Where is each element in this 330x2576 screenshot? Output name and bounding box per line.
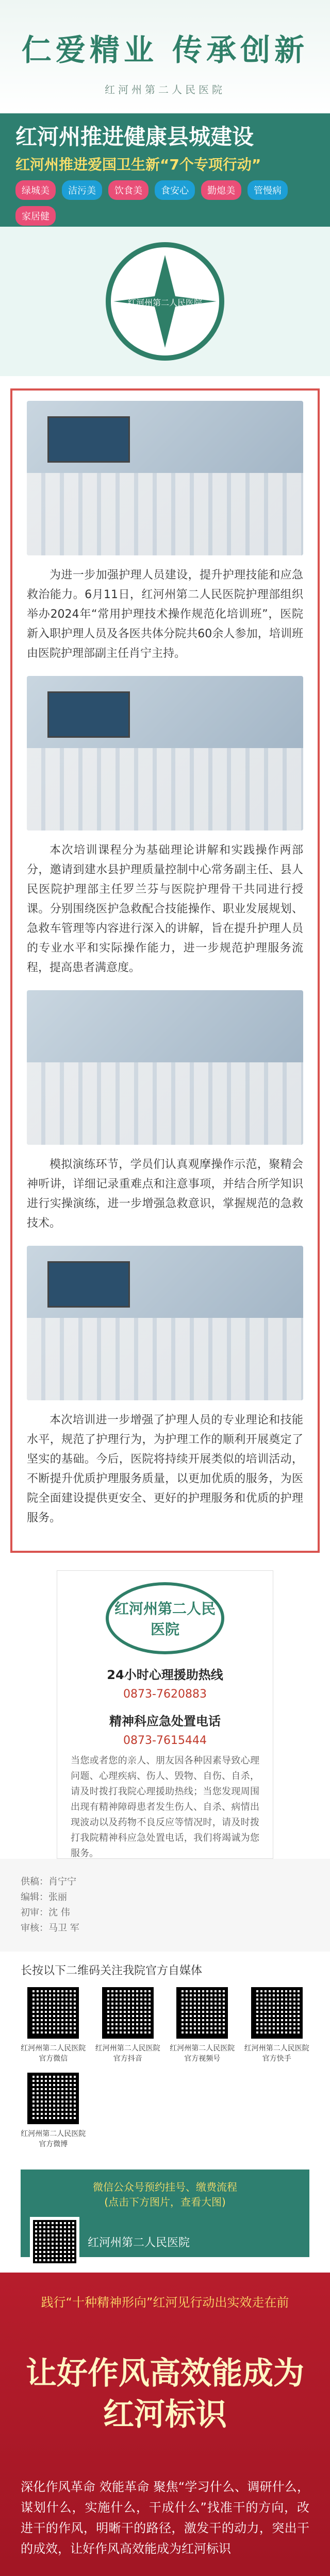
qr-code-icon[interactable] bbox=[176, 1987, 228, 2039]
article-paragraph: 本次培训课程分为基础理论讲解和实践操作两部分，邀请到建水县护理质量控制中心常务副主任、县人民医院护理部主任罗兰芬与医院护理骨干共同进行授课。分别围绕医护急救配合技能操作、职业发展规划、急救车管理等内容进行深入的讲解，旨在提升护理人员的专业水平和实际操作能力，进一步规范护理服务流程，提高患者满意度。 bbox=[27, 844, 303, 974]
qr-card[interactable] bbox=[170, 1987, 235, 2063]
training-photo bbox=[27, 1246, 303, 1400]
poster-headline: 让好作风高效能成为红河标识 bbox=[26, 2355, 304, 2433]
screen-graphic bbox=[47, 416, 130, 463]
credit-line: 初审：沈 伟 bbox=[21, 1907, 70, 1918]
screen-graphic bbox=[47, 691, 130, 738]
training-photo bbox=[27, 990, 303, 1145]
seal-label: 红河州第二人民医院 bbox=[114, 1600, 216, 1638]
public-card-header: 微信公众号预约挂号、缴费流程 bbox=[93, 2181, 237, 2193]
banner-subtitle: 红河州推进爱国卫生新“7个专项行动” bbox=[15, 156, 261, 173]
public-card-body bbox=[30, 2217, 300, 2266]
public-card-name: 红河州第二人民医院 bbox=[88, 2236, 190, 2249]
qr-card[interactable] bbox=[21, 1987, 86, 2063]
poster-top: 践行“十种精神形向”红河见行动出实效走在前 bbox=[41, 2295, 289, 2310]
banner-tag: 绿城美 bbox=[15, 180, 56, 200]
qr-grid bbox=[21, 1987, 309, 2149]
credit-line: 供稿：肖宁宁 bbox=[21, 1876, 76, 1887]
hotline-number-2[interactable]: 0873-7615444 bbox=[123, 1734, 207, 1747]
hospital-emblem-area bbox=[0, 227, 330, 376]
health-banner bbox=[0, 113, 330, 227]
qr-caption: 红河州第二人民医院官方快手 bbox=[244, 2044, 309, 2063]
banner-tag: 家居健 bbox=[15, 206, 56, 226]
banner-tag: 管慢病 bbox=[248, 180, 288, 200]
qr-caption: 红河州第二人民医院官方抖音 bbox=[95, 2044, 160, 2063]
qr-card[interactable] bbox=[21, 2073, 86, 2149]
screen-graphic bbox=[47, 1261, 130, 1308]
article-card bbox=[10, 388, 320, 1553]
training-photo bbox=[27, 676, 303, 831]
hotline-title: 24小时心理援助热线 bbox=[107, 1668, 223, 1682]
page-header bbox=[0, 0, 330, 113]
hotline-description: 当您或者您的亲人、朋友因各种因素导致心理问题、心理疾病、伤人、毁物、自伤、自杀，请及时拨打我院心理援助热线；当您发现周围出现有精神障碍患者发生伤人、自杀、病情出现波动以及药物不良反应等情况时，请及时拨打我院精神科应急处置电话，我们将竭诚为您服务。 bbox=[71, 1755, 259, 1859]
hospital-emblem-icon bbox=[98, 234, 232, 368]
qr-code-icon[interactable] bbox=[27, 2073, 79, 2124]
banner-title: 红河州推进健康县城建设 bbox=[15, 124, 254, 149]
header-subline: 红河州第二人民医院 bbox=[105, 83, 225, 96]
banner-tag: 饮食美 bbox=[108, 180, 148, 200]
article-paragraph: 为进一步加强护理人员建设，提升护理技能和应急救治能力。6月11日，红河州第二人民医院护理部组织举办2024年“常用护理技术操作规范化培训班”，医院新入职护理人员及各医共体分院共60余人参加，培训班由医院护理部副主任肖宁主持。 bbox=[27, 569, 303, 660]
hospital-seal-icon bbox=[106, 1582, 224, 1654]
credits-block bbox=[0, 1859, 330, 1952]
qr-code-icon[interactable] bbox=[102, 1987, 154, 2039]
qr-caption: 红河州第二人民医院官方微信 bbox=[21, 2044, 86, 2063]
emblem-label: 红河州第二人民医院 bbox=[127, 298, 203, 308]
crowd-graphic bbox=[27, 473, 303, 555]
qr-code-icon[interactable] bbox=[27, 1987, 79, 2039]
banner-tags bbox=[15, 180, 315, 226]
qr-caption: 红河州第二人民医院官方微博 bbox=[21, 2130, 86, 2148]
public-card-subheader: (点击下方图片，查看大图) bbox=[104, 2196, 226, 2208]
qr-caption: 红河州第二人民医院官方视频号 bbox=[170, 2044, 235, 2063]
qr-card[interactable] bbox=[95, 1987, 161, 2063]
article-section bbox=[0, 376, 330, 1565]
hotline-card bbox=[57, 1570, 273, 1859]
qr-section bbox=[0, 1952, 330, 2154]
hotline-title-2: 精神科应急处置电话 bbox=[109, 1714, 221, 1728]
crowd-graphic bbox=[27, 1318, 303, 1400]
poster-body: 深化作风革命 效能革命 聚焦“学习什么、调研什么，谋划什么，实施什么，干成什么”找准干的方向，改进干的作风，明晰干的路径，激发干的动力，突出干的成效，让好作风高效能成为红河标识 bbox=[21, 2480, 309, 2556]
hotline-number[interactable]: 0873-7620883 bbox=[123, 1688, 207, 1701]
closing-poster bbox=[0, 2273, 330, 2576]
banner-tag: 勤熄美 bbox=[201, 180, 241, 200]
training-photo bbox=[27, 401, 303, 555]
header-calligraphy: 仁爱精业 传承创新 bbox=[21, 32, 309, 67]
hotline-wrap bbox=[0, 1565, 330, 1859]
public-account-card[interactable] bbox=[21, 2170, 309, 2257]
crowd-graphic bbox=[27, 1062, 303, 1145]
article-paragraph: 本次培训进一步增强了护理人员的专业理论和技能水平，规范了护理行为，为护理工作的顺利开展奠定了坚实的基础。今后，医院将持续开展类似的培训活动，不断提升优质护理服务质量，以更加优质的服务，为医院全面建设提供更安全、更好的护理服务和优质的护理服务。 bbox=[27, 1414, 303, 1524]
article-paragraph: 模拟演练环节，学员们认真观摩操作示范，聚精会神听讲，详细记录重难点和注意事项，并结合所学知识进行实操演练，进一步增强急救意识，掌握规范的急救技术。 bbox=[27, 1158, 303, 1230]
qr-code-icon[interactable] bbox=[251, 1987, 303, 2039]
qr-code-icon[interactable] bbox=[30, 2217, 79, 2266]
credit-line: 审核：马卫 军 bbox=[21, 1923, 79, 1934]
crowd-graphic bbox=[27, 748, 303, 831]
credit-line: 编辑：张丽 bbox=[21, 1892, 67, 1903]
banner-tag: 洁污美 bbox=[62, 180, 102, 200]
banner-tag: 食安心 bbox=[155, 180, 195, 200]
qr-card[interactable] bbox=[244, 1987, 310, 2063]
qr-section-title: 长按以下二维码关注我院官方自媒体 bbox=[21, 1964, 203, 1977]
